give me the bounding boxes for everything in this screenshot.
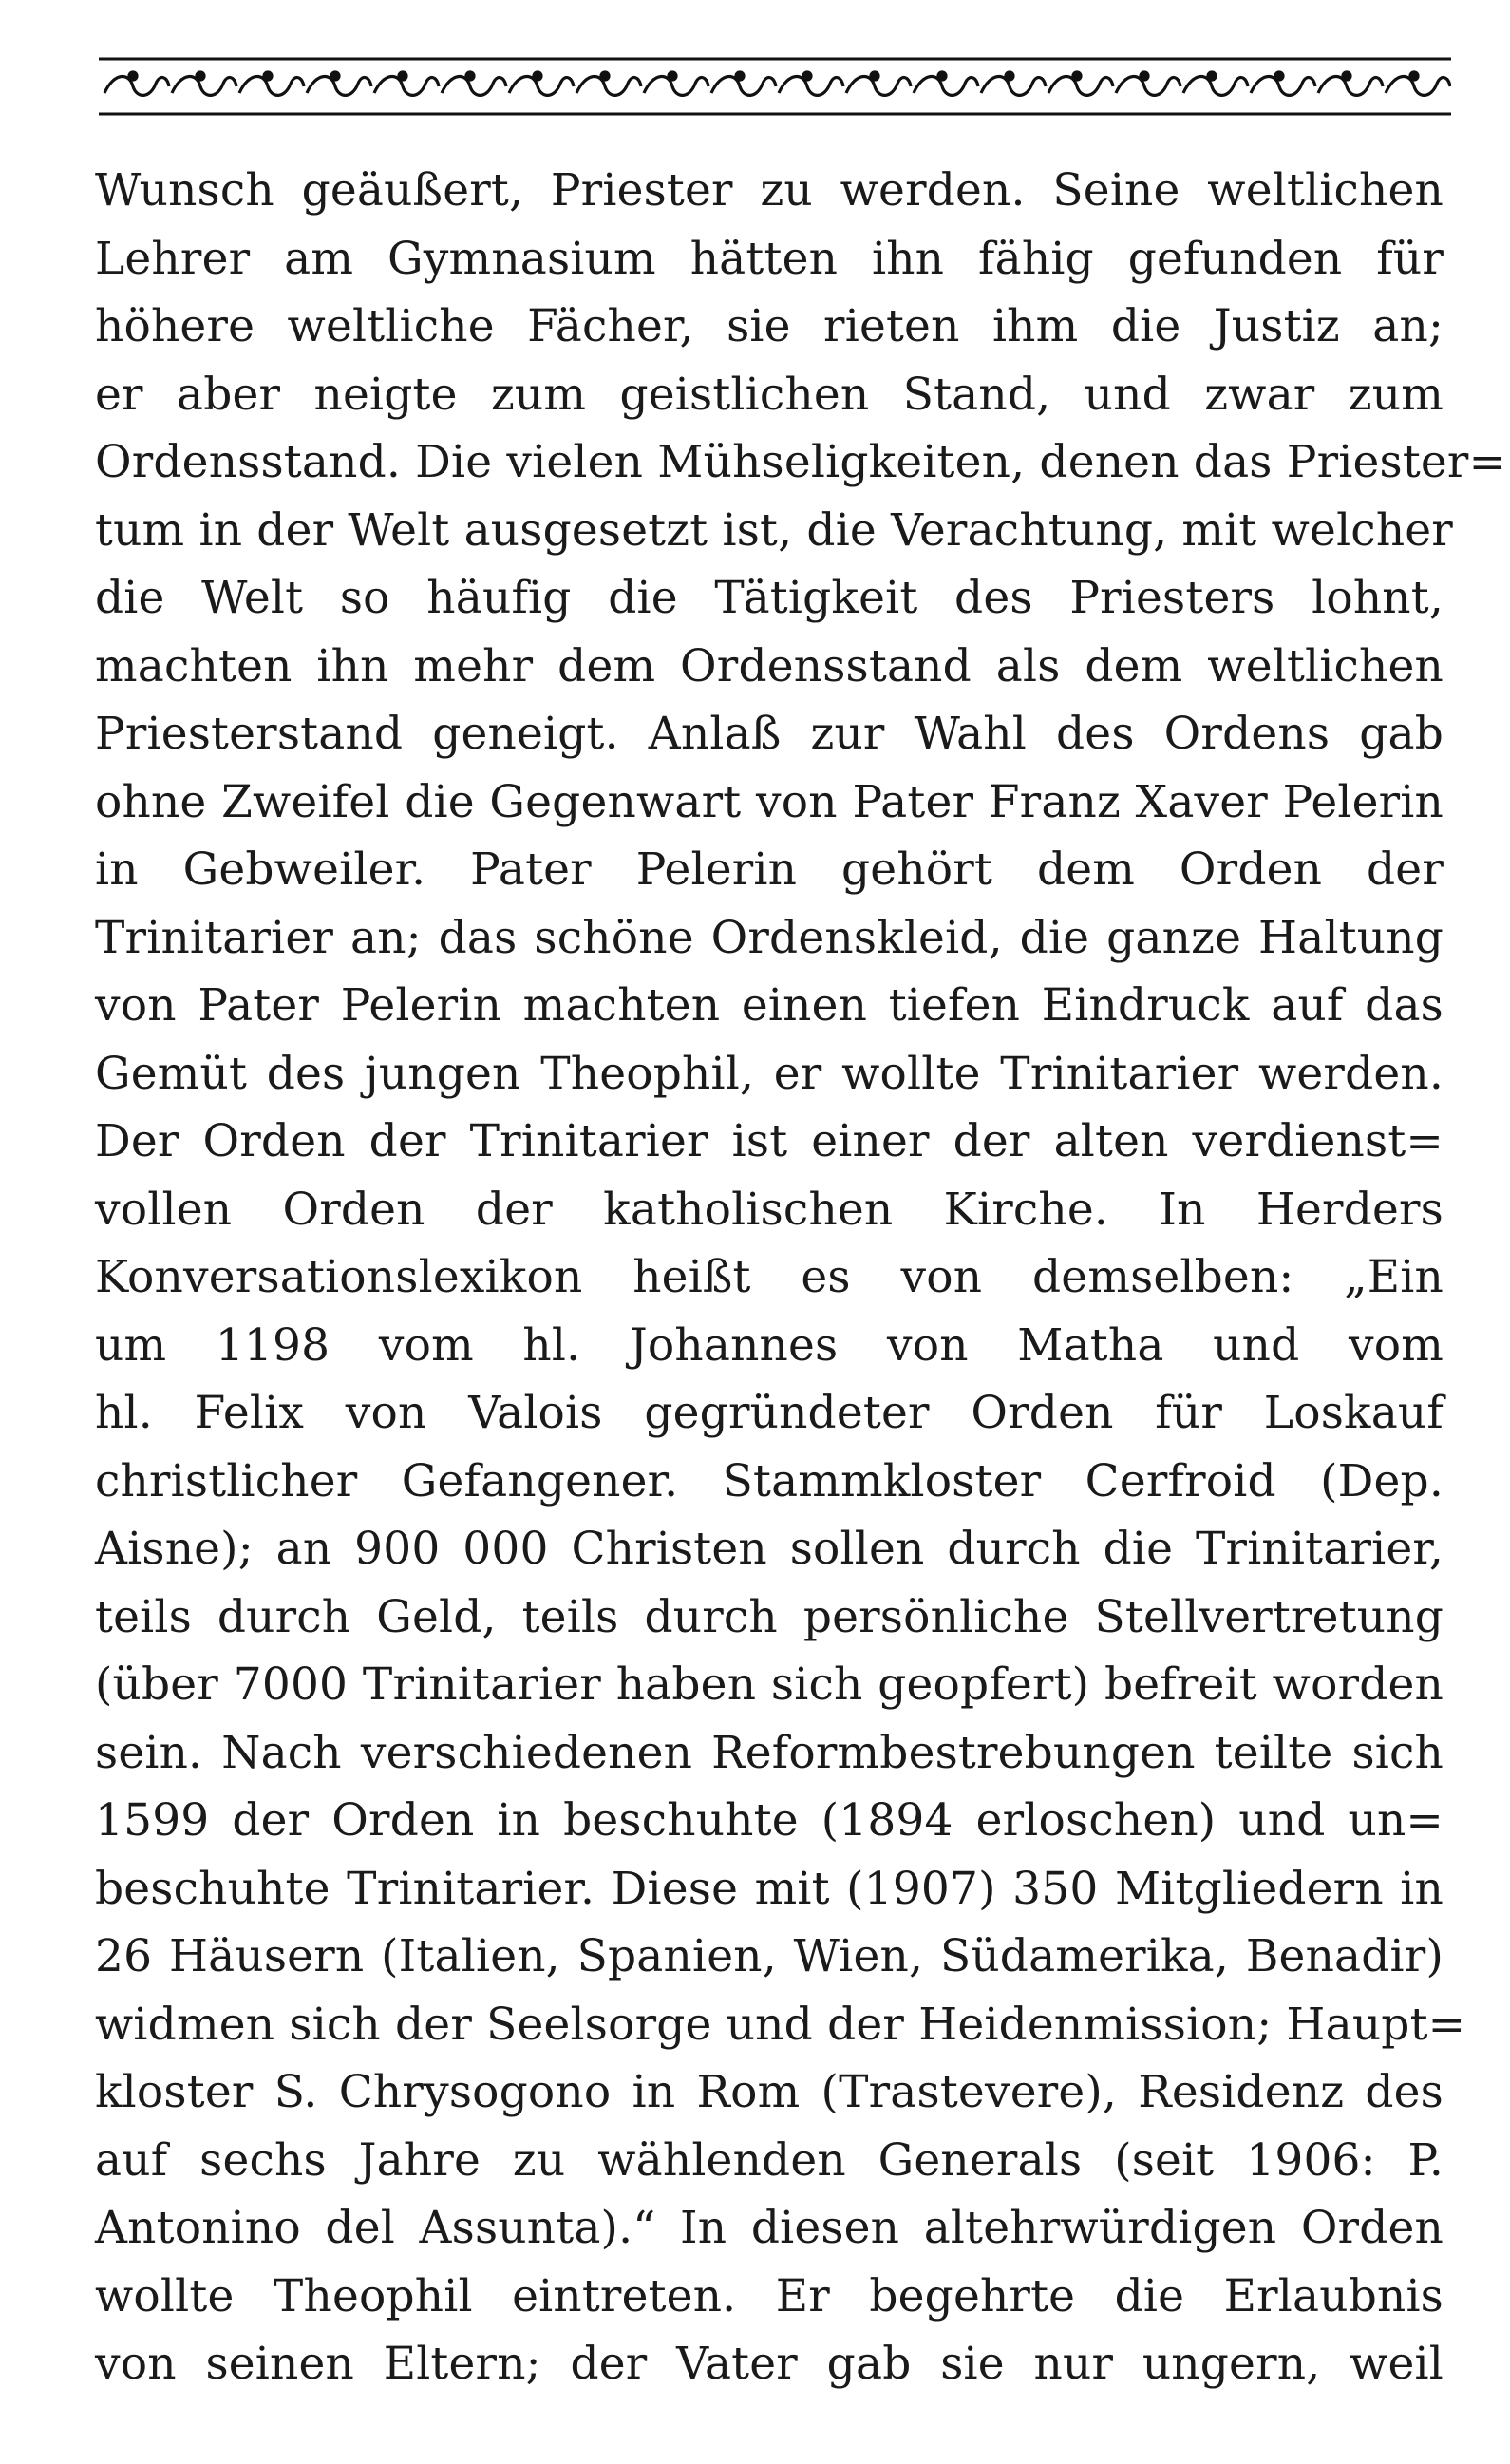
text-line: die Welt so häufig die Tätigkeit des Priesters lohnt, <box>95 572 1444 624</box>
text-line: hl. Felix von Valois gegründeter Orden für Loskauf <box>95 1387 1444 1439</box>
text-line: Aisne); an 900 000 Christen sollen durch die Trinitarier, <box>95 1523 1444 1575</box>
text-line: in Gebweiler. Pater Pelerin gehört dem Orden der <box>95 843 1444 896</box>
body-text <box>95 157 1507 2398</box>
ornament-dot <box>803 72 811 80</box>
text-line: Priesterstand geneigt. Anlaß zur Wahl des Ordens gab <box>95 708 1444 760</box>
ornament-dot <box>871 72 878 80</box>
ornament-dot <box>399 72 406 80</box>
text-line: vollen Orden der katholischen Kirche. In Herders <box>95 1183 1444 1236</box>
ornament-dot <box>1141 72 1148 80</box>
text-line: 26 Häusern (Italien, Spanien, Wien, Südamerika, Benadir) <box>95 1930 1444 1982</box>
ornament-dot <box>1208 72 1216 80</box>
ornament-dot <box>1343 72 1350 80</box>
text-line: von seinen Eltern; der Vater gab sie nur ungern, weil <box>95 2338 1444 2390</box>
text-line: Lehrer am Gymnasium hätten ihn fähig gefunden für <box>95 232 1444 285</box>
ornament-dot <box>1275 72 1283 80</box>
text-line: Der Orden der Trinitarier ist einer der alten verdienst= <box>95 1115 1444 1167</box>
text-line: Gemüt des jungen Theophil, er wollte Trinitarier werden. <box>95 1047 1444 1100</box>
text-line: von Pater Pelerin machten einen tiefen Eindruck auf das <box>95 979 1444 1032</box>
text-line: (über 7000 Trinitarier haben sich geopfert) befreit worden <box>95 1658 1444 1711</box>
decorative-border-ornament <box>99 55 1451 118</box>
text-line: höhere weltliche Fächer, sie rieten ihm die Justiz an; <box>95 300 1444 352</box>
ornament-dot <box>938 72 946 80</box>
text-line: sein. Nach verschiedenen Reformbestrebungen teilte sich <box>95 1726 1444 1779</box>
text-line: 1599 der Orden in beschuhte (1894 erloschen) und un= <box>95 1794 1444 1847</box>
text-line: wollte Theophil eintreten. Er begehrte die Erlaubnis <box>95 2269 1444 2322</box>
text-line: machten ihn mehr dem Ordensstand als dem weltlichen <box>95 639 1444 692</box>
text-line: Konversationslexikon heißt es von demselben: „Ein <box>95 1251 1444 1303</box>
ornament-dot <box>129 72 137 80</box>
text-line: Trinitarier an; das schöne Ordenskleid, die ganze Haltung <box>95 911 1444 964</box>
ornament-dot <box>1006 72 1013 80</box>
text-line: christlicher Gefangener. Stammkloster Cerfroid (Dep. <box>95 1454 1444 1507</box>
ornament-dot <box>736 72 744 80</box>
text-line: widmen sich der Seelsorge und der Heidenmission; Haupt= <box>95 1998 1466 2051</box>
text-line: Wunsch geäußert, Priester zu werden. Seine weltlichen <box>95 164 1444 217</box>
text-line: er aber neigte zum geistlichen Stand, und zwar zum <box>95 368 1444 421</box>
ornament-dot <box>466 72 474 80</box>
text-line: Ordensstand. Die vielen Mühseligkeiten, denen das Priester= <box>95 436 1507 488</box>
ornament-dot <box>331 72 339 80</box>
ornament-dot <box>669 72 676 80</box>
ornament-dot <box>534 72 541 80</box>
ornament-dot <box>1410 72 1418 80</box>
text-line: tum in der Welt ausgesetzt ist, die Verachtung, mit welcher <box>95 503 1453 557</box>
ornament-dot <box>264 72 272 80</box>
text-line: kloster S. Chrysogono in Rom (Trastevere), Residenz des <box>95 2066 1444 2118</box>
text-line: ohne Zweifel die Gegenwart von Pater Franz Xaver Pelerin <box>95 775 1444 828</box>
ornament-dot <box>601 72 609 80</box>
ornament-dot <box>1073 72 1081 80</box>
text-line: um 1198 vom hl. Johannes von Matha und vom <box>95 1318 1444 1372</box>
text-line: auf sechs Jahre zu wählenden Generals (seit 1906: P. <box>95 2133 1444 2187</box>
text-line: beschuhte Trinitarier. Diese mit (1907) 350 Mitgliedern in <box>95 1862 1444 1915</box>
text-line: Antonino del Assunta).“ In diesen altehrwürdigen Orden <box>95 2202 1444 2254</box>
text-line: teils durch Geld, teils durch persönliche Stellvertretung <box>95 1590 1444 1643</box>
ornament-dot <box>197 72 204 80</box>
